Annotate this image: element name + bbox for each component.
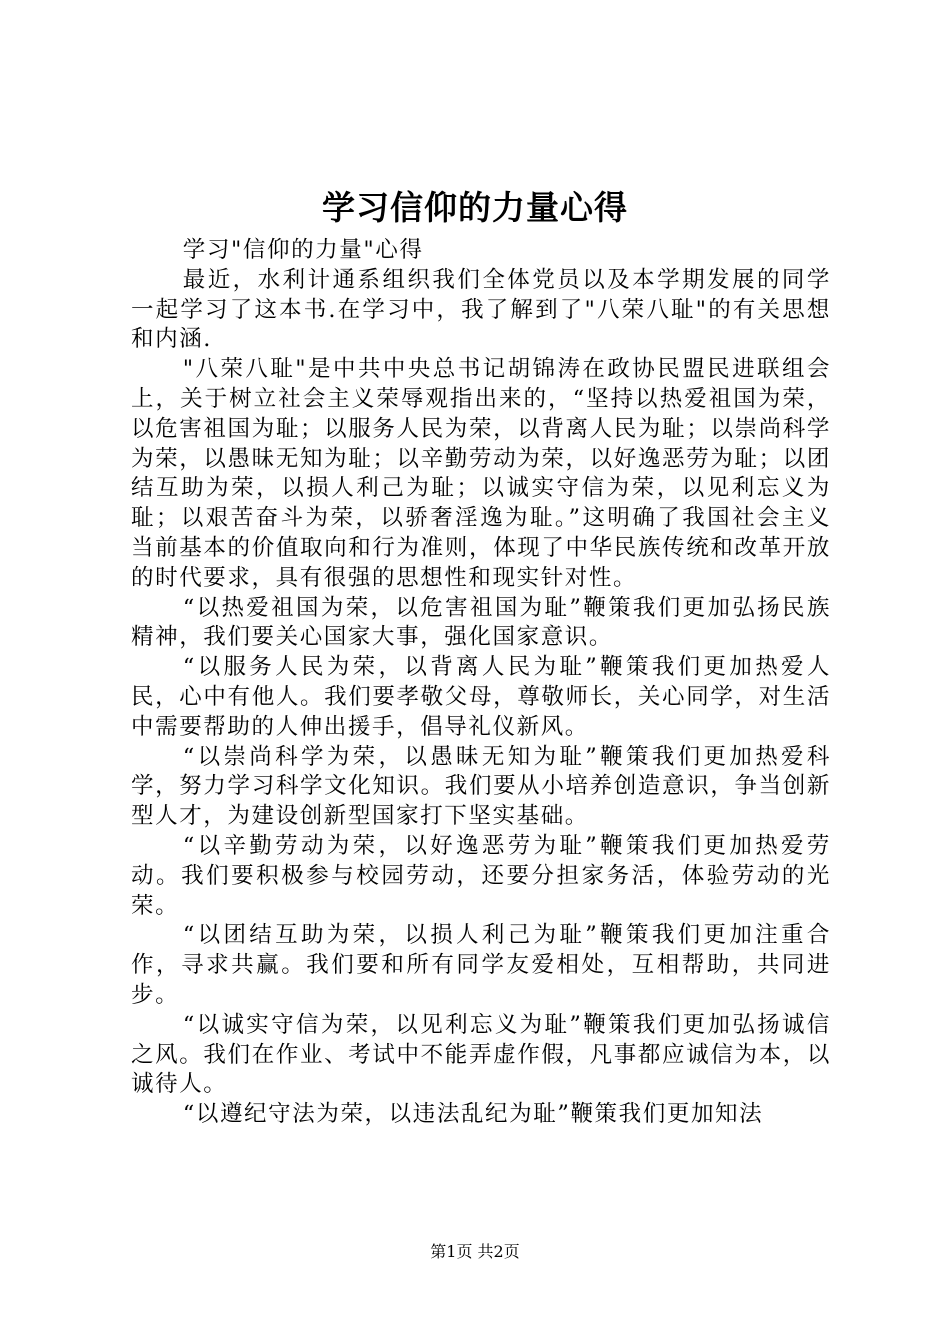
paragraph: “以诚实守信为荣，以见利忘义为耻”鞭策我们更加弘扬诚信之风。我们在作业、考试中不能弄虚作假，凡事都应诚信为本，以诚待人。 — [131, 1011, 831, 1098]
paragraph: 最近，水利计通系组织我们全体党员以及本学期发展的同学一起学习了这本书.在学习中，我了解到了"八荣八耻"的有关思想和内涵. — [131, 266, 831, 353]
paragraph: “以团结互助为荣，以损人利己为耻”鞭策我们更加注重合作，寻求共赢。我们要和所有同学友爱相处，互相帮助，共同进步。 — [131, 922, 831, 1008]
paragraph: 学习"信仰的力量"心得 — [182, 237, 424, 263]
page-footer — [0, 1241, 950, 1263]
document-body — [131, 236, 831, 1130]
paragraph: "八荣八耻"是中共中央总书记胡锦涛在政协民盟民进联组会上，关于树立社会主义荣辱观指出来的，“坚持以热爱祖国为荣，以危害祖国为耻；以服务人民为荣，以背离人民为耻；以崇尚科学为荣，以愚昧无知为耻；以辛勤劳动为荣，以好逸恶劳为耻；以团结互助为荣，以损人利己为耻；以诚实守信为荣，以见利忘义为耻；以艰苦奋斗为荣，以骄奢淫逸为耻。”这明确了我国社会主义当前基本的价值取向和行为准则，体现了中华民族传统和改革开放的时代要求，具有很强的思想性和现实针对性。 — [131, 356, 831, 591]
paragraph: “以服务人民为荣，以背离人民为耻”鞭策我们更加热爱人民，心中有他人。我们要孝敬父母，尊敬师长，关心同学，对生活中需要帮助的人伸出援手，倡导礼仪新风。 — [131, 654, 831, 740]
paragraph: “以崇尚科学为荣，以愚昧无知为耻”鞭策我们更加热爱科学，努力学习科学文化知识。我们要从小培养创造意识，争当创新型人才，为建设创新型国家打下坚实基础。 — [131, 743, 831, 830]
document-title: 学习信仰的力量心得 — [322, 188, 628, 227]
paragraph: “以辛勤劳动为荣，以好逸恶劳为耻”鞭策我们更加热爱劳动。我们要积极参与校园劳动，还要分担家务活，体验劳动的光荣。 — [131, 832, 831, 919]
paragraph: “以遵纪守法为荣，以违法乱纪为耻”鞭策我们更加知法 — [182, 1101, 764, 1128]
page-indicator: 第1页 共2页 — [430, 1242, 520, 1261]
paragraph: “以热爱祖国为荣，以危害祖国为耻”鞭策我们更加弘扬民族精神，我们要关心国家大事，强化国家意识。 — [131, 594, 831, 651]
